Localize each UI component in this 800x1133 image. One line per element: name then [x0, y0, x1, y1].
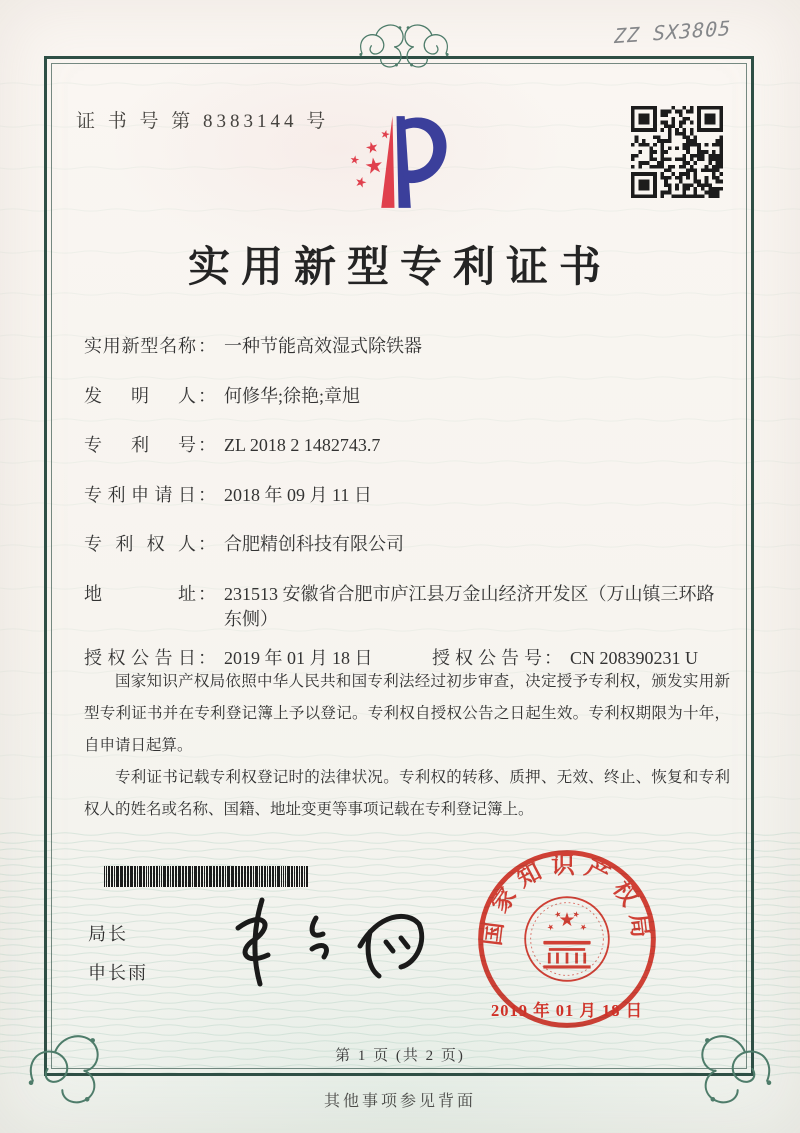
svg-text:国家知识产权局: [479, 852, 656, 947]
field-value: 231513 安徽省合肥市庐江县万金山经济开发区（万山镇三环路东侧）: [224, 583, 715, 630]
signature-block: [88, 920, 148, 998]
legal-statement: [84, 666, 730, 826]
field-value: ZL 2018 2 1482743.7: [224, 435, 381, 456]
seal-date: 2019 年 01 月 18 日: [490, 1001, 644, 1020]
legal-paragraph-1: 国家知识产权局依照中华人民共和国专利法经过初步审查，决定授予专利权，颁发实用新型专利证书并在专利登记簿上予以登记。专利权自授权公告之日起生效。专利权期限为十年，自申请日起算。: [84, 673, 730, 754]
field-value: 何修华;徐艳;章旭: [224, 385, 361, 406]
field-colon: ：: [198, 484, 216, 505]
field-label: 专利申请日: [84, 484, 196, 505]
patent-fields: [84, 334, 732, 695]
certificate-title: 实用新型专利证书: [187, 245, 612, 291]
field-value: 2019 年 01 月 18 日: [224, 647, 373, 668]
handwritten-code: ZZ SX3805: [613, 15, 732, 49]
field-row-inventors: [84, 384, 732, 410]
director-signature-handwriting-icon: [210, 884, 448, 1000]
cnipa-patent-logo-icon: [336, 110, 454, 214]
field-label: 地址: [84, 583, 196, 604]
field-colon: ：: [544, 647, 562, 668]
field-row-patent-number: [84, 433, 732, 459]
field-colon: ：: [198, 534, 216, 555]
field-label: 授权公告号: [432, 647, 542, 668]
field-label: 实用新型名称: [84, 336, 196, 356]
field-value: 2018 年 09 月 11 日: [224, 484, 372, 505]
field-value: 一种节能高效湿式除铁器: [224, 336, 422, 356]
field-colon: ：: [198, 583, 216, 604]
director-title: 局长: [88, 924, 128, 944]
logo-stars-icon: [351, 130, 390, 188]
field-colon: ：: [198, 336, 216, 356]
legal-paragraph-2: 专利证书记载专利权登记时的法律状况。专利权的转移、质押、无效、终止、恢复和专利权人的姓名或名称、国籍、地址变更等事项记载在专利登记簿上。: [84, 768, 730, 818]
footer-note: 其他事项参见背面: [323, 1093, 476, 1110]
floral-ornament-top-icon: [342, 16, 466, 72]
field-colon: ：: [198, 385, 216, 406]
director-name: 申长雨: [88, 963, 148, 983]
seal-text: 国家知识产权局: [479, 852, 655, 948]
field-colon: ：: [198, 647, 216, 668]
field-row-application-date: [84, 483, 732, 509]
field-label: 专利号: [84, 435, 196, 456]
emblem-gate-icon: [543, 941, 590, 969]
field-row-address: [84, 582, 732, 633]
certificate-number: 证 书 号 第 8383144 号: [76, 111, 330, 132]
qr-code: [631, 106, 723, 198]
field-row-utility-model-name: [84, 334, 732, 360]
field-value: 合肥精创科技有限公司: [224, 534, 404, 555]
national-emblem-icon: [525, 897, 609, 981]
field-colon: ：: [198, 435, 216, 456]
field-label: 发明人: [84, 385, 196, 406]
field-label: 专利权人: [84, 534, 196, 555]
field-value: CN 208390231 U: [570, 647, 699, 668]
page-indicator: 第 1 页 (共 2 页): [335, 1048, 465, 1064]
field-label: 授权公告日: [84, 647, 196, 668]
field-row-patentee: [84, 532, 732, 558]
